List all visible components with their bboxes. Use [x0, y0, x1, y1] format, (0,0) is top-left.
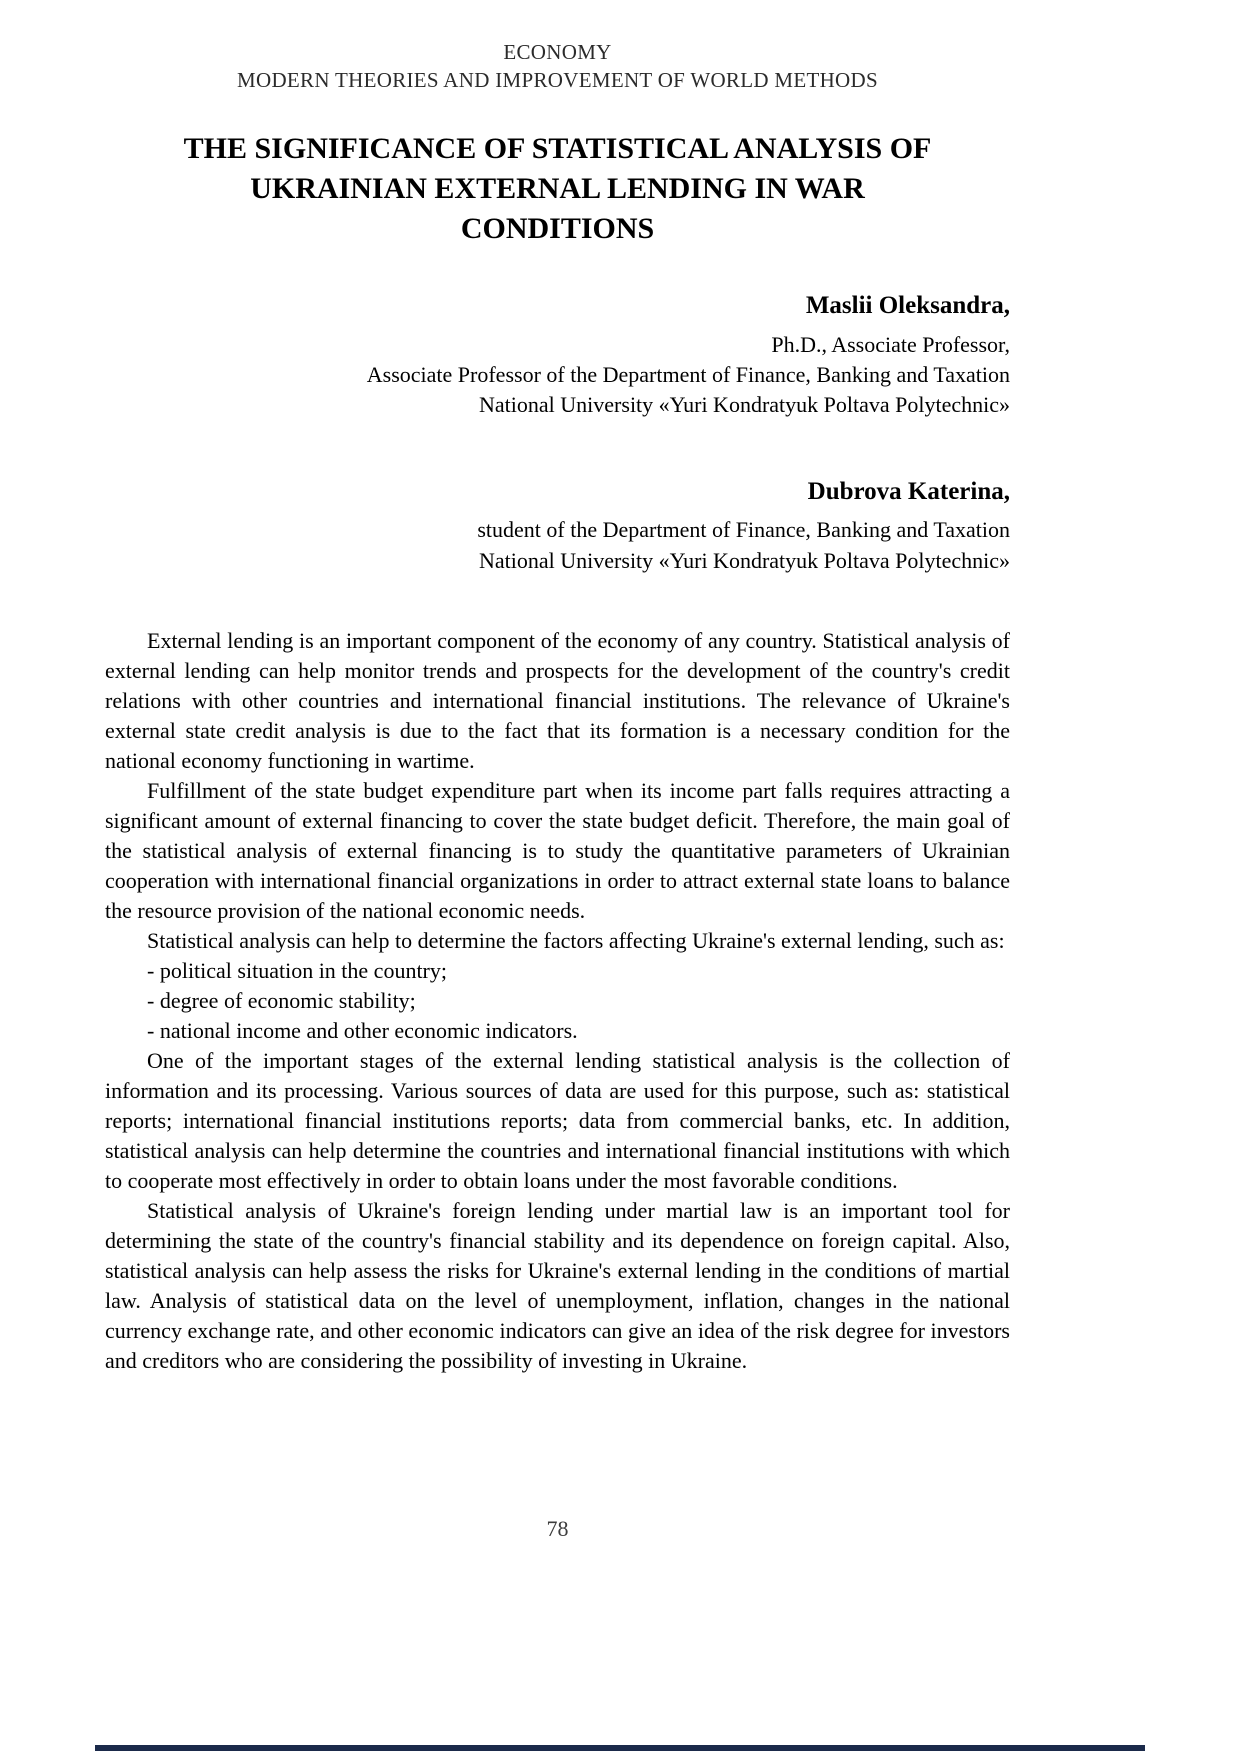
author-2-name: Dubrova Katerina,: [807, 477, 1010, 505]
page-footer: [105, 1516, 1010, 1542]
paragraph-4: One of the important stages of the external lending statistical analysis is the collection of information and its processing. Various sources of data are used for this purpose, such as: statistical reports; international financial institutions reports; data from commercial banks, etc. In addition, statistical analysis can help determine the countries and international financial institutions with which to cooperate most effectively in order to obtain loans under the most favorable conditions.: [105, 1048, 1010, 1194]
paper-title-line-2: UKRAINIAN EXTERNAL LENDING IN WAR: [250, 171, 865, 205]
paragraph-3: Statistical analysis can help to determine the factors affecting Ukraine's external lending, such as:: [147, 928, 1005, 954]
paragraph-1: External lending is an important component of the economy of any country. Statistical analysis of external lending can help monitor trends and prospects for the development of the country's credit relations with other countries and international financial institutions. The relevance of Ukraine's external state credit analysis is due to the fact that its formation is a necessary condition for the national economy functioning in wartime.: [105, 628, 1010, 774]
paragraph-2: Fulfillment of the state budget expenditure part when its income part falls requires attracting a significant amount of external financing to cover the state budget deficit. Therefore, the main goal of the statistical analysis of external financing is to study the quantitative parameters of Ukrainian cooperation with international financial organizations in order to attract external state loans to balance the resource provision of the national economic needs.: [105, 778, 1010, 924]
list-item-3: - national income and other economic indicators.: [147, 1018, 578, 1044]
paper-title-line-3: CONDITIONS: [460, 212, 655, 246]
article-body: [105, 626, 1010, 1376]
author-1-degree: Ph.D., Associate Professor,: [771, 331, 1010, 357]
author-1-affiliation: National University «Yuri Kondratyuk Poltava Polytechnic»: [479, 392, 1010, 418]
running-head-section: ECONOMY: [503, 40, 612, 64]
list-item-2: - degree of economic stability;: [147, 988, 416, 1014]
paper-title-line-1: THE SIGNIFICANCE OF STATISTICAL ANALYSIS OF: [183, 131, 932, 165]
author-block-2: [105, 475, 1010, 576]
page-number: 78: [546, 1516, 569, 1541]
list-item-1: - political situation in the country;: [147, 958, 447, 984]
page-bottom-edge: [95, 1745, 1145, 1751]
paragraph-5: Statistical analysis of Ukraine's foreign lending under martial law is an important tool for determining the state of the country's financial stability and its dependence on foreign capital. Also, statistical analysis can help assess the risks for Ukraine's external lending in the conditions of martial law. Analysis of statistical data on the level of unemployment, inflation, changes in the national currency exchange rate, and other economic indicators can give an idea of the risk degree for investors and creditors who are considering the possibility of investing in Ukraine.: [105, 1198, 1010, 1374]
running-head-subtitle: MODERN THEORIES AND IMPROVEMENT OF WORLD METHODS: [237, 68, 878, 93]
author-1-position: Associate Professor of the Department of Finance, Banking and Taxation: [366, 362, 1010, 388]
author-1-name: Maslii Oleksandra,: [805, 292, 1010, 320]
running-head: [105, 38, 1010, 95]
author-2-position: student of the Department of Finance, Banking and Taxation: [477, 517, 1010, 543]
author-block-1: [105, 289, 1010, 421]
author-2-affiliation: National University «Yuri Kondratyuk Poltava Polytechnic»: [479, 547, 1010, 573]
paper-title: [105, 129, 1010, 250]
